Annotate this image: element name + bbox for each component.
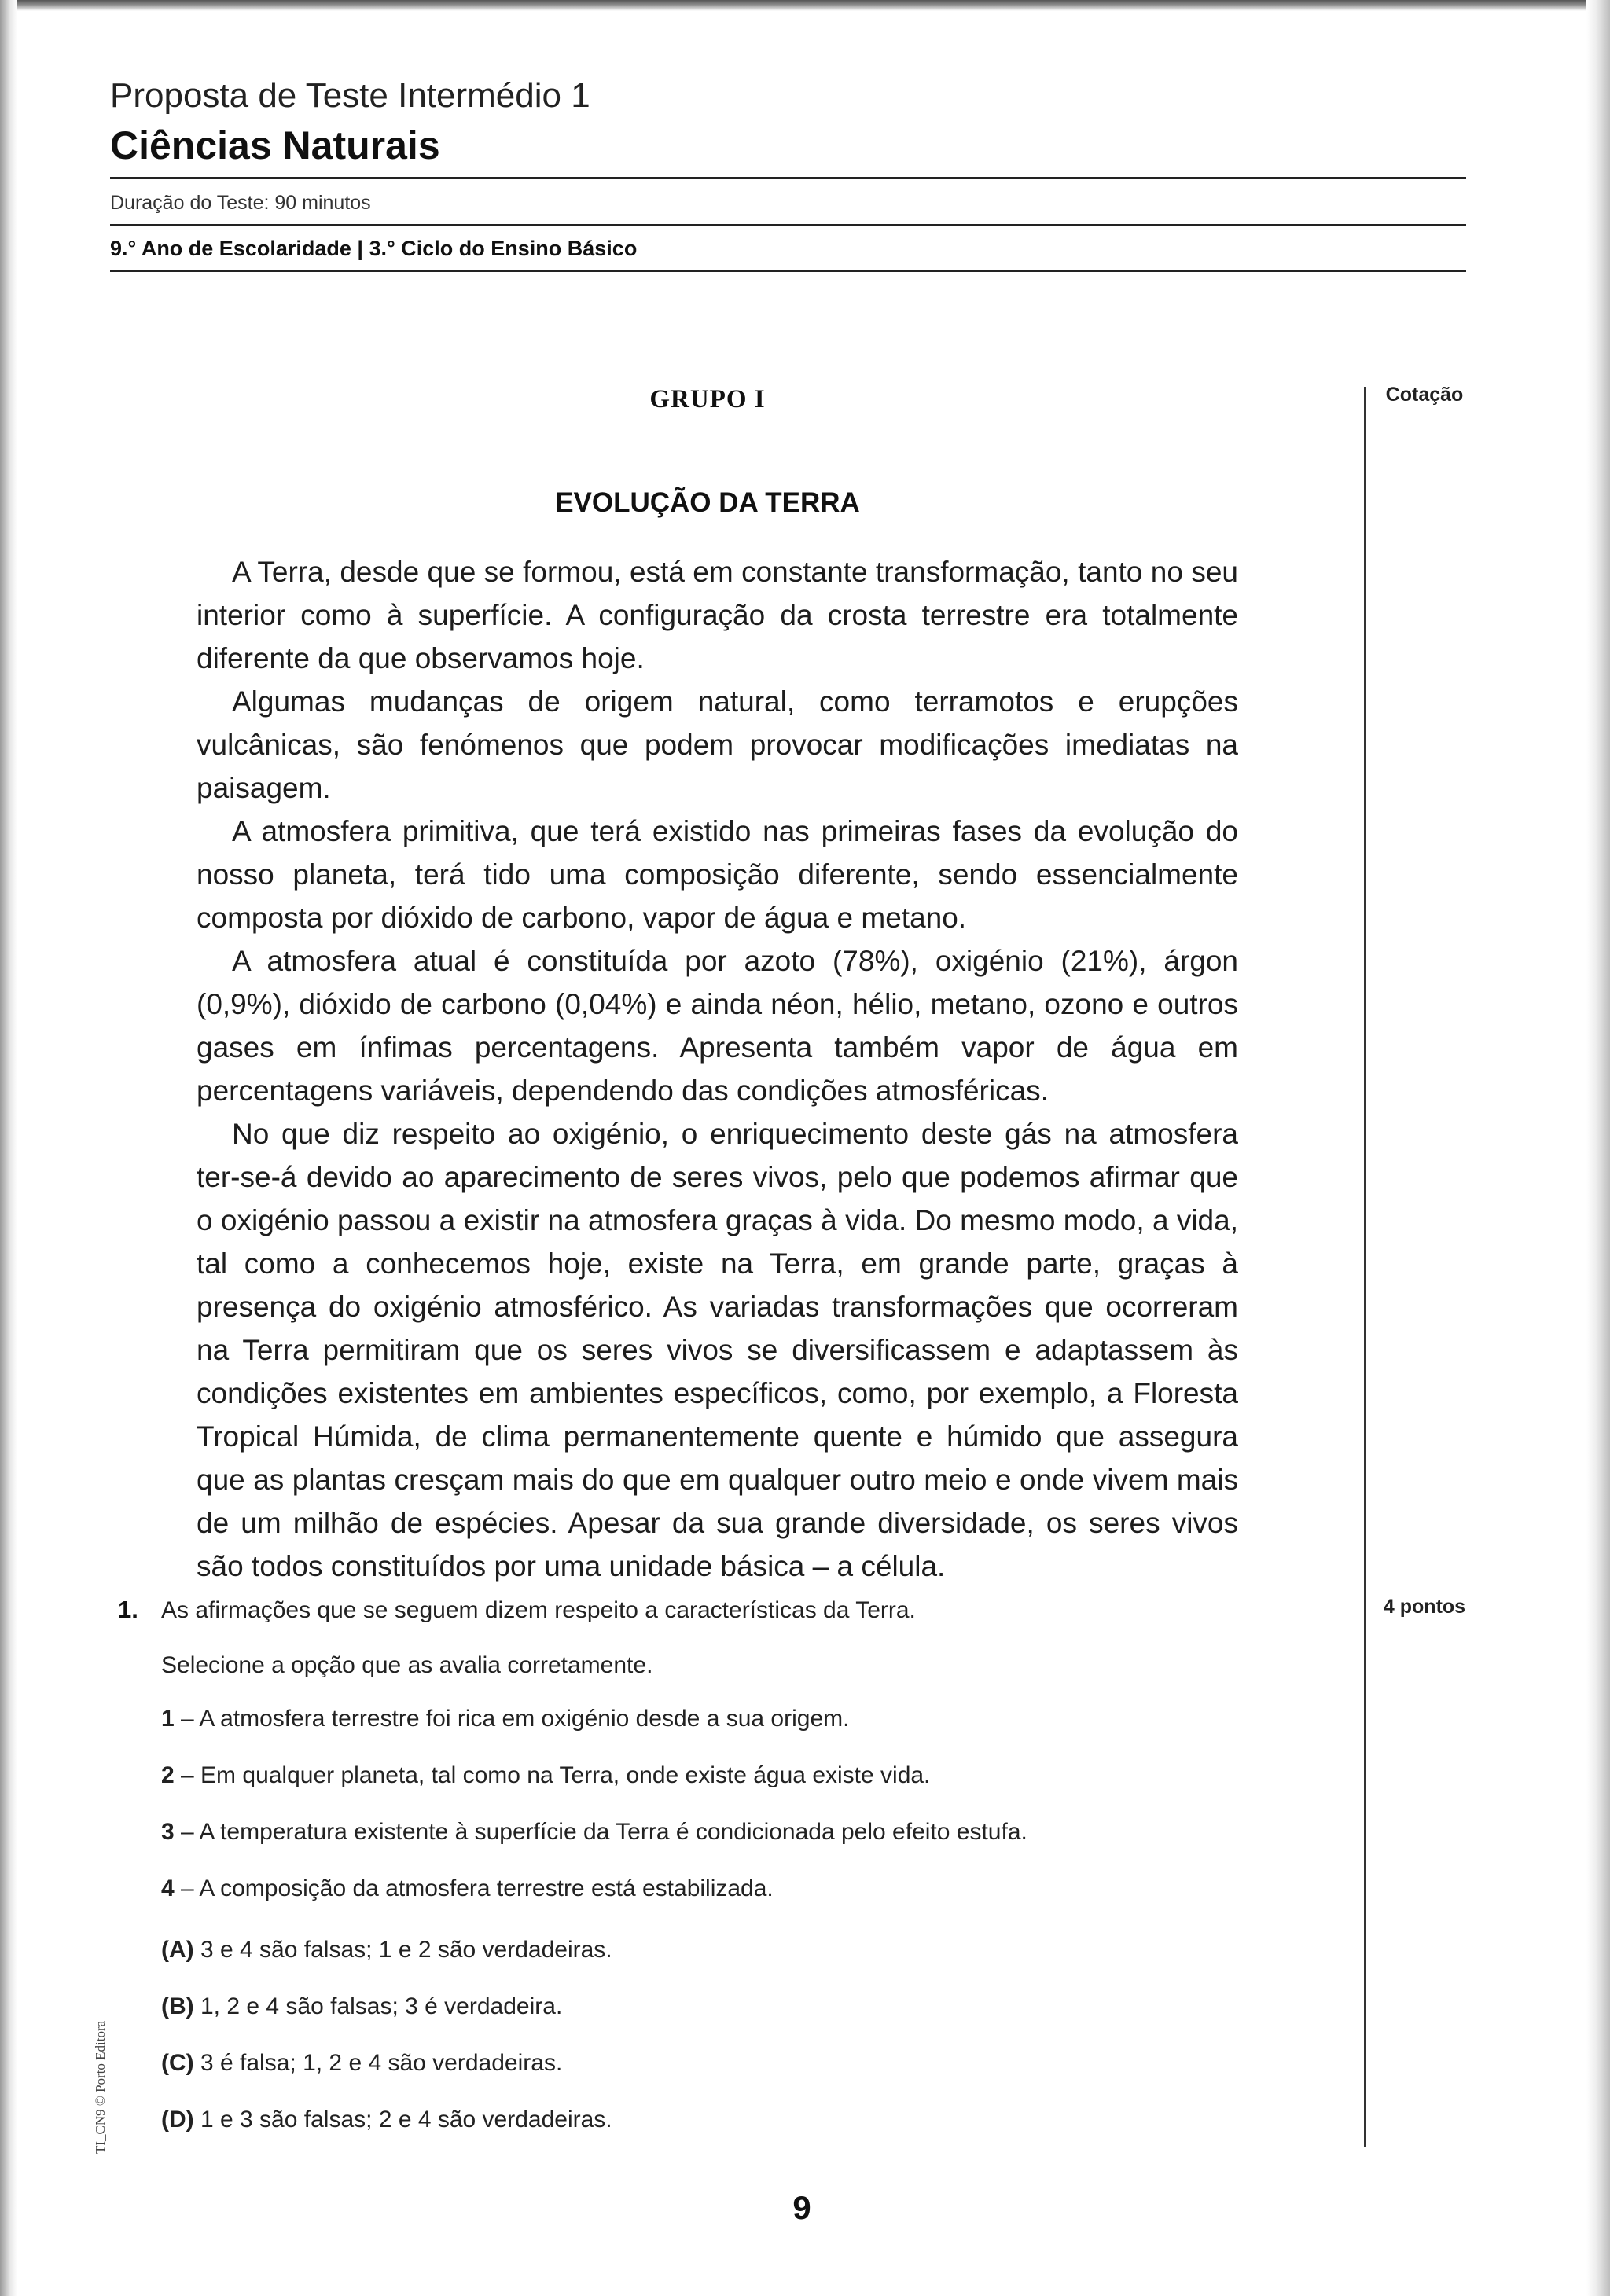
option-text: 3 e 4 são falsas; 1 e 2 são verdadeiras. bbox=[193, 1937, 612, 1963]
statement-separator: – bbox=[174, 1819, 200, 1845]
test-duration: Duração do Teste: 90 minutos bbox=[110, 191, 371, 214]
option-letter: (A) bbox=[161, 1937, 194, 1963]
header-rule-2 bbox=[110, 224, 1466, 226]
answer-options bbox=[161, 1937, 1336, 2163]
statement-text: Em qualquer planeta, tal como na Terra, onde existe água existe vida. bbox=[200, 1762, 931, 1788]
intro-paragraph: A atmosfera atual é constituída por azoto (78%), oxigénio (21%), árgon (0,9%), dióxido de carbono (0,04%) e ainda néon, hélio, metano, ozono e outros gases em ínfimas percentagens. Apresenta também vapor de água em percentagens variáveis, dependendo das condições atmosféricas. bbox=[197, 945, 1238, 1107]
statement-number: 2 bbox=[161, 1762, 175, 1788]
statement-text: A temperatura existente à superfície da Terra é condicionada pelo efeito estufa. bbox=[199, 1819, 1027, 1845]
question-1 bbox=[118, 1596, 1336, 2163]
intro-paragraph: No que diz respeito ao oxigénio, o enriquecimento deste gás na atmosfera ter-se-á devido ao aparecimento de seres vivos, pelo que podemos afirmar que o oxigénio passou a existir na atmosfera graças à vida. Do mesmo modo, a vida, tal como a conhecemos hoje, existe na Terra, em grande parte, graças à presença do oxigénio atmosférico. As variadas transformações que ocorreram na Terra permitiram que os seres vivos se diversificassem e adaptassem às condições existentes em ambientes específicos, como, por exemplo, a Floresta Tropical Húmida, de clima permanentemente quente e húmido que assegura que as plantas cresçam mais do que em qualquer outro meio e onde vivem mais de um milhão de espécies. Apesar da sua grande diversidade, os seres vivos são todos constituídos por uma unidade básica – a célula. bbox=[197, 1118, 1238, 1582]
test-kicker: Proposta de Teste Intermédio 1 bbox=[110, 76, 590, 115]
option-text: 3 é falsa; 1, 2 e 4 são verdadeiras. bbox=[193, 2050, 563, 2076]
page-number: 9 bbox=[792, 2189, 811, 2226]
statement-number: 4 bbox=[161, 1875, 175, 1901]
option-letter: (D) bbox=[161, 2107, 194, 2133]
question-points: 4 pontos bbox=[1383, 1596, 1466, 1618]
subject-title: Ciências Naturais bbox=[110, 123, 440, 167]
header-rule-3 bbox=[110, 270, 1466, 272]
test-header bbox=[110, 75, 1466, 272]
statement bbox=[161, 1762, 1336, 1819]
answer-option-a[interactable] bbox=[161, 1937, 1336, 1993]
statement-separator: – bbox=[174, 1762, 201, 1788]
score-column-rule bbox=[1364, 387, 1366, 2147]
statement-text: A composição da atmosfera terrestre está estabilizada. bbox=[199, 1875, 774, 1901]
score-column-label: Cotação bbox=[1385, 384, 1464, 406]
answer-option-b[interactable] bbox=[161, 1993, 1336, 2050]
statement-list bbox=[161, 1706, 1336, 1932]
answer-option-d[interactable] bbox=[161, 2107, 1336, 2163]
statement-number: 1 bbox=[161, 1706, 175, 1732]
statement bbox=[161, 1706, 1336, 1762]
intro-paragraph: A atmosfera primitiva, que terá existido nas primeiras fases da evolução do nosso planeta, terá tido uma composição diferente, sendo essencialmente composta por dióxido de carbono, vapor de água e metano. bbox=[197, 815, 1238, 934]
intro-text bbox=[197, 550, 1238, 1588]
publisher-credit: TI_CN9 © Porto Editora bbox=[93, 2020, 108, 2154]
group-title: GRUPO I bbox=[649, 385, 766, 413]
page-top-edge bbox=[0, 0, 1610, 11]
option-letter: (B) bbox=[161, 1993, 194, 2019]
question-text: As afirmações que se seguem dizem respeito a características da Terra. bbox=[161, 1597, 916, 1623]
header-rule-1 bbox=[110, 177, 1466, 179]
statement-separator: – bbox=[174, 1706, 200, 1732]
question-number: 1. bbox=[118, 1596, 138, 1623]
page-shadow-right bbox=[1586, 0, 1610, 2296]
question-instruction: Selecione a opção que as avalia corretamente. bbox=[161, 1652, 653, 1678]
section-title: EVOLUÇÃO DA TERRA bbox=[555, 487, 860, 518]
answer-option-c[interactable] bbox=[161, 2050, 1336, 2107]
option-letter: (C) bbox=[161, 2050, 194, 2076]
page-shadow-left bbox=[0, 0, 17, 2296]
statement-separator: – bbox=[174, 1875, 200, 1901]
statement-text: A atmosfera terrestre foi rica em oxigénio desde a sua origem. bbox=[199, 1706, 850, 1732]
statement-number: 3 bbox=[161, 1819, 175, 1845]
option-text: 1, 2 e 4 são falsas; 3 é verdadeira. bbox=[193, 1993, 563, 2019]
statement bbox=[161, 1875, 1336, 1932]
intro-paragraph: Algumas mudanças de origem natural, como terramotos e erupções vulcânicas, são fenómenos que podem provocar modificações imediatas na paisagem. bbox=[197, 685, 1238, 804]
option-text: 1 e 3 são falsas; 2 e 4 são verdadeiras. bbox=[193, 2107, 612, 2133]
statement bbox=[161, 1819, 1336, 1875]
grade-level: 9.° Ano de Escolaridade | 3.° Ciclo do Ensino Básico bbox=[110, 236, 638, 260]
intro-paragraph: A Terra, desde que se formou, está em constante transformação, tanto no seu interior como à superfície. A configuração da crosta terrestre era totalmente diferente da que observamos hoje. bbox=[197, 556, 1238, 674]
